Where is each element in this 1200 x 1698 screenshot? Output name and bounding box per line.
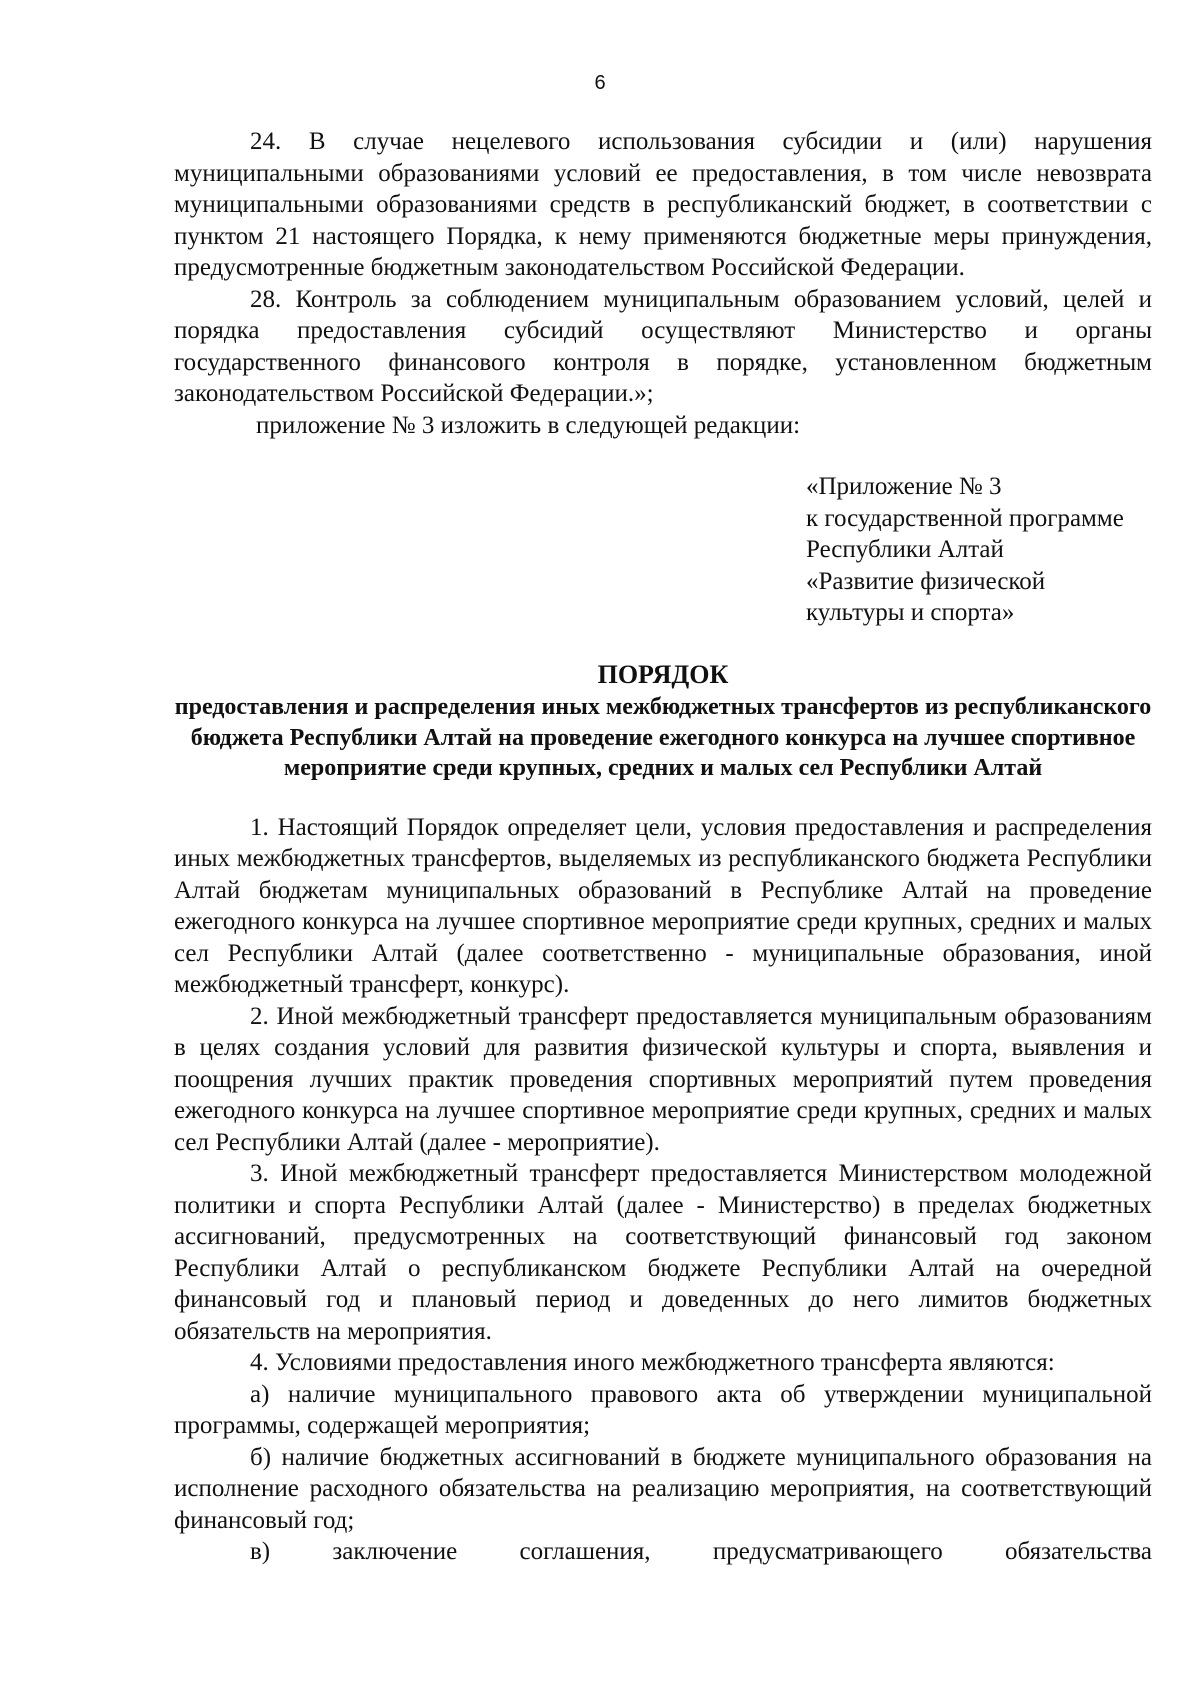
word: в)	[250, 1538, 271, 1565]
appendix-note-line: культуры и спорта»	[806, 599, 1015, 626]
appendix-note-line: Республики Алтай	[806, 536, 1004, 563]
word: заключение	[332, 1538, 458, 1565]
paragraph-24: 24. В случае нецелевого использования субсидии и (или) нарушения муниципальными образованиями условий ее предоставления, в том числе невозврата муниципальными образованиями средств в республиканский бюджет, в соответствии с пунктом 21 настоящего Порядка, к нему применяются бюджетные меры принуждения, предусмотренные бюджетным законодательством Российской Федерации.	[174, 128, 1152, 281]
document-subtitle: предоставления и распределения иных межбюджетных трансфертов из республиканского бюджета Республики Алтай на проведение ежегодного конкурса на лучшее спортивное мероприятие среди крупных, средних и малых сел Республики Алтай	[174, 694, 1152, 781]
paragraph-1: 1. Настоящий Порядок определяет цели, условия предоставления и распределения иных межбюджетных трансфертов, выделяемых из республиканского бюджета Республики Алтай бюджетам муниципальных образований в Республике Алтай на проведение ежегодного конкурса на лучшее спортивное мероприятие среди крупных, средних и малых сел Республики Алтай (далее соответственно - муниципальные образования, иной межбюджетный трансферт, конкурс).	[174, 813, 1152, 998]
paragraph-3: 3. Иной межбюджетный трансферт предоставляется Министерством молодежной политики и спорта Республики Алтай (далее - Министерство) в пределах бюджетных ассигнований, предусмотренных на соответствующий финансовый год законом Республики Алтай о республиканском бюджете Республики Алтай на очередной финансовый год и плановый период и доведенных до него лимитов бюджетных обязательств на мероприятия.	[174, 1160, 1152, 1345]
document-title: ПОРЯДОК	[597, 659, 729, 689]
word: обязательства	[1005, 1538, 1152, 1565]
appendix-note	[806, 471, 1166, 629]
word: предусматривающего	[712, 1538, 943, 1565]
paragraph-amendment: приложение № 3 изложить в следующей редакции:	[256, 411, 801, 439]
paragraph-4a: а) наличие муниципального правового акта об утверждении муниципальной программы, содержащей мероприятия;	[174, 1380, 1152, 1439]
paragraph-28: 28. Контроль за соблюдением муниципальным образованием условий, целей и порядка предоставления субсидий осуществляют Министерство и органы государственного финансового контроля в порядке, установленном бюджетным законодательством Российской Федерации.»;	[174, 285, 1152, 407]
appendix-note-line: к государственной программе	[806, 504, 1124, 532]
word: соглашения,	[519, 1538, 651, 1565]
paragraph-4v-first-line	[174, 1536, 1152, 1568]
document-body	[174, 126, 1152, 1568]
paragraph-4: 4. Условиями предоставления иного межбюджетного трансферта являются:	[250, 1349, 1055, 1376]
appendix-note-line: «Развитие физической	[806, 567, 1046, 595]
spacer	[174, 784, 1152, 812]
paragraph-4b: б) наличие бюджетных ассигнований в бюджете муниципального образования на исполнение расходного обязательства на реализацию мероприятия, на соответствующий финансовый год;	[174, 1443, 1152, 1534]
page-number: 6	[594, 72, 606, 94]
paragraph-2: 2. Иной межбюджетный трансферт предоставляется муниципальным образованиям в целях создания условий для развития физической культуры и спорта, выявления и поощрения лучших практик проведения спортивных мероприятий путем проведения ежегодного конкурса на лучшее спортивное мероприятие среди крупных, средних и малых сел Республики Алтай (далее - мероприятие).	[174, 1002, 1152, 1156]
appendix-note-line: «Приложение № 3	[806, 473, 1002, 500]
